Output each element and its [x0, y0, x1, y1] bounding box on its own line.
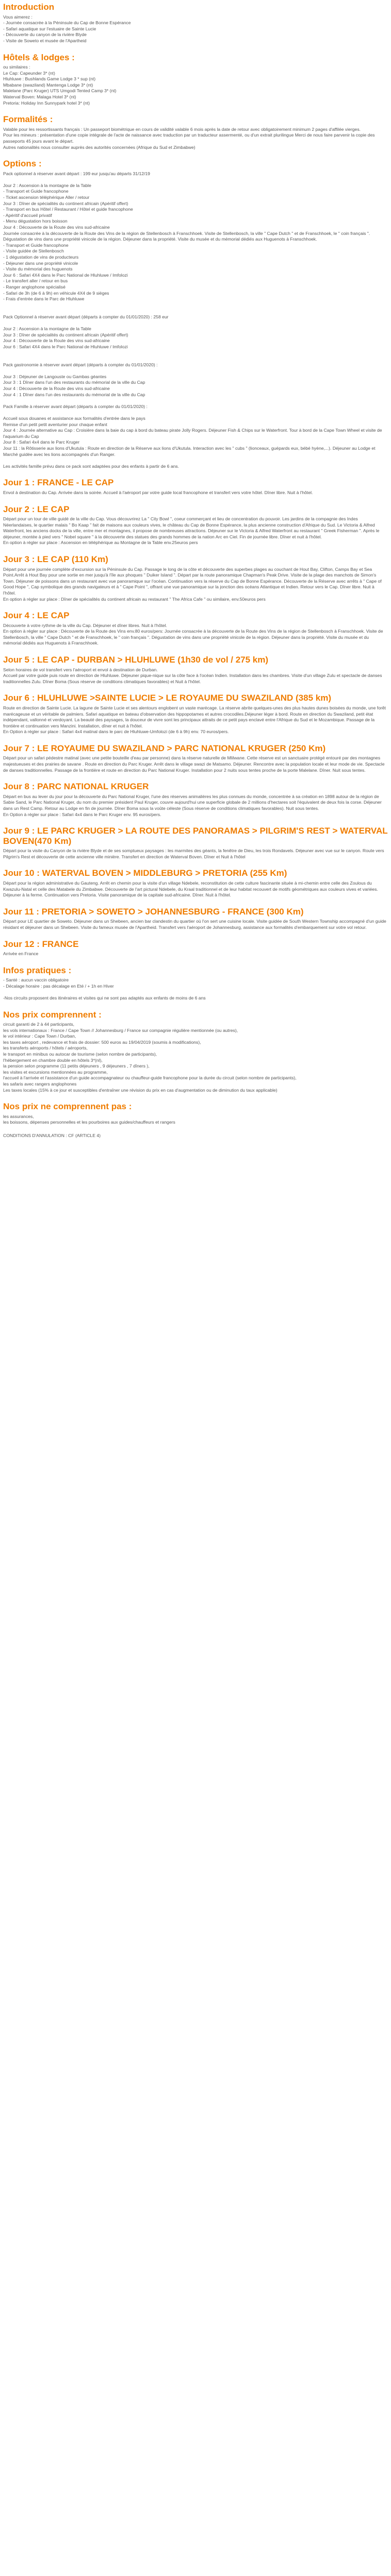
section-line: Départ en bus au lever du jour pour la découverte du Parc National Kruger, l'une des réserves animalières les plus connues du monde, concentrée à sa création en 1898 autour de la région de Sabie Sand, le Parc National Kruger, du nom du premier président Paul Kruger, couvre aujourd'hui une superficie globale de 2 millions d'hectares soit l'équivalent de deux fois la corse. Déjeuner dans un Rest Camp. Retour au Lodge en fin de journée. Dîner Boma sous la voûte céleste (Sous réserve de conditions climatiques favorables). Nuit sous tentes. [3, 793, 382, 811]
section-line: les visites et excursions mentionnées au programme, [3, 1069, 108, 1075]
section-line [3, 368, 388, 374]
section-line: Accueil par votre guide puis route en direction de Hluhluwe. Déjeuner pique-nique sur la côte face à l'océan Indien. Installation dans les chambres. Visite d'un village Zulu et spectacle de danses traditionnelles Zulu. Dîner Boma (Sous réserve de conditions climatiques favorables) et Nuit à l'hôtel. [3, 673, 382, 684]
section-line: Jour 3 : Déjeuner de Langouste ou Gambas géantes [3, 374, 107, 379]
section-line: Départ pour la visite du Canyon de la rivière Blyde et de ses somptueux paysages : les marmites des géants, la fenêtre de Dieu, les trois Rondavels. Déjeuner avec vue sur le canyon. Route vers Pilgrim's Rest et découverte de cette ancienne ville minière. Transfert en direction de Waterval Boven. Dîner et Nuit à l'hôtel [3, 848, 384, 859]
section-line: - Transport et Guide francophone [3, 189, 69, 194]
section-line: Jour 6 : Safari 4X4 dans le Parc National de Hluhluwe / Imfolozi [3, 272, 128, 278]
section-line [3, 989, 388, 995]
section-title: Infos pratiques : [3, 965, 72, 975]
cancellation-footer: CONDITIONS D'ANNULATION : CF (ARTICLE 4) [3, 1132, 101, 1138]
section-title: Jour 5 : LE CAP - DURBAN > HLUHLUWE (1h30 de vol / 275 km) [3, 655, 269, 665]
section-line: Autres nationalités nous consulter auprès des autorités concernées (Afrique du Sud et Zimbabwe) [3, 144, 196, 150]
section-line: les transferts aéroports / hôtels / aéroports, [3, 1045, 88, 1051]
section-line: Le Cap: Capeunder 3* (nt) [3, 70, 55, 76]
section-title: Jour 1 : FRANCE - LE CAP [3, 478, 114, 488]
section-line [3, 457, 388, 464]
section-line: - Ranger anglophone spécialisé [3, 284, 66, 290]
circuit-document [0, 0, 391, 1154]
section-line: Jour 3 : Dîner de spécialités du continent africain (Apéritif offert) [3, 200, 128, 206]
section-line: Jour 6 : Safari 4X4 dans le Parc National de Hluhluwe / Imfolozi [3, 344, 128, 349]
section-title: Jour 2 : LE CAP [3, 504, 70, 514]
section-line: Les activités famille prévu dans ce pack sont adaptées pour des enfants à partir de 6 ans. [3, 463, 180, 469]
section-title: Jour 6 : HLUHLUWE >SAINTE LUCIE > LE ROYAUME DU SWAZILAND (385 km) [3, 693, 331, 703]
section-line: Accueil sous douanes et assistance aux formalités d'entrée dans le pays [3, 416, 145, 421]
section-line: le transport en minibus ou autocar de tourisme (selon nombre de participants), [3, 1052, 157, 1057]
section-line: l'hébergement en chambre double en hôtels 3*(nl), [3, 1057, 103, 1063]
section-line [3, 308, 388, 314]
section-line: Les taxes locales (15% à ce jour et susceptibles d'entraîner une révision du prix en cas d'augmentation ou de diminution du taux applicable) [3, 1087, 278, 1093]
section-title: Nos prix comprennent : [3, 1009, 102, 1020]
section-line: Pack gastronomie à réserver avant départ (départs à compter du 01/01/2020) : [3, 362, 158, 367]
section-line: Waterval Boven: Malaga Hotel 3* (nt) [3, 94, 76, 100]
section-title: Introduction [3, 2, 55, 12]
section-line: les safaris avec rangers anglophones [3, 1081, 77, 1087]
section-line: - Visite guidée de Stellenbosch [3, 248, 64, 254]
section-line: - Le transfert aller / retour en bus [3, 278, 68, 284]
section-line [3, 356, 388, 362]
section-line: Jour 2 : Ascension à la montagne de la Table [3, 182, 91, 188]
section-line: Valable pour les ressortissants français : Un passeport biométrique en cours de validité valable 6 mois après la date de retour avec obligatoirement minimum 2 pages d'affilée vierges. [3, 126, 361, 132]
section-title: Jour 4 : LE CAP [3, 611, 70, 621]
section-line: Départ pour la région administrative du Gauteng. Arrêt en chemin pour la visite d'un village Ndebele, reconstitution de cette culture fascinante située à mi-chemin entre celle des Zoulous du Kwazulu-Natal et celle des Matabele du Zimbabwe. Découverte de l'art pictural Ndebele, du Kraal traditionnel et de leur habitat recouvert de motifs géométriques aux couleurs vives et variées. Déjeuner à la ferme. Continuation vers Pretoria. Visite panoramique de la capitale sud-africaine. Dîner. Nuit à l'hôtel. [3, 880, 378, 898]
section-line: - Journée consacrée à la Péninsule du Cap de Bonne Espérance [3, 20, 131, 26]
section-line [3, 302, 388, 309]
section-title: Jour 7 : LE ROYAUME DU SWAZILAND > PARC NATIONAL KRUGER (250 Km) [3, 743, 326, 753]
section-line: - Ticket ascension téléphérique Aller / retour [3, 195, 90, 200]
section-line: - Safari aquatique sur l'estuaire de Sainte Lucie [3, 26, 96, 31]
section-line: En Option à régler sur place : Safari 4x4 matinal dans le parc de Hluhluwe-Umfolozi (de 6 à 9h) env. 70 euros/pers. [3, 729, 229, 735]
section-line: Malelane (Parc Kruger) UTS Umgodi Tented Camp 3* (nt) [3, 88, 117, 94]
section-line: Jour 2 : Ascension à la montagne de la Table [3, 326, 91, 332]
section-line: - Menu dégustation hors boisson [3, 218, 68, 224]
section-line: -Nos circuits proposent des itinéraires et visites qui ne sont pas adaptés aux enfants de moins de 6 ans [3, 995, 206, 1001]
section-line: Jour 8 : Safari 4x4 dans le Parc Kruger [3, 439, 80, 445]
section-line: - Frais d'entrée dans le Parc de Hluhluwe [3, 296, 85, 302]
section-title: Options : [3, 159, 42, 169]
section-line [3, 177, 388, 183]
section-line: les taxes aéroport , redevance et frais de dossier: 500 euros au 19/04/2019 (soumis à modifications), [3, 1039, 201, 1045]
section-line: la pension selon programme (11 petits déjeuners , 9 déjeuners , 7 dîners ), [3, 1063, 150, 1069]
section-line: En option à régler sur place : Dîner de spécialités du continent africain au restaurant " The Africa Cafe " ou similaire, env.50euros pers [3, 596, 266, 602]
section-line: Pack Optionnel à réserver avant départ (départs à compter du 01/01/2020) : 258 eur [3, 314, 169, 319]
section-title: Jour 10 : WATERVAL BOVEN > MIDDLEBURG > PRETORIA (255 Km) [3, 868, 287, 878]
section-line: Selon horaires de vol transfert vers l'aéroport et envol à destination de Durban. [3, 667, 158, 672]
section-line: les boissons, dépenses personnelles et les pourboires aux guides/chauffeurs et rangers [3, 1120, 175, 1125]
section-title: Formalités : [3, 114, 53, 125]
section-title: Jour 12 : FRANCE [3, 939, 79, 949]
section-line [3, 350, 388, 357]
section-line: - 1 dégustation de vins de producteurs [3, 255, 79, 260]
section-line: Jour 4 : 1 Dîner dans l'un des restaurants du mémorial de la ville du Cap [3, 392, 145, 397]
section-title: Jour 11 : PRETORIA > SOWETO > JOHANNESBURG - FRANCE (300 Km) [3, 906, 304, 917]
section-line: Remise d'un petit petit aventurier pour chaque enfant [3, 421, 107, 427]
section-line: Découverte à votre rythme de la ville du Cap. Déjeuner et dîner libres. Nuit à l'hôtel. [3, 622, 167, 628]
section-line: Départ pour un tour de ville guidé de la ville du Cap. Vous découvrirez La " City Bowl ", coeur commerçant et lieu de concentration du pouvoir. Les jardins de la compagnie des Indes Néerlandaises, le quartier malais " Bo Kaap " fait de maisons aux couleurs vives, le château du Cap de Bonne Espérance, la plus ancienne construction d'Afrique du Sud. Le Victoria & Alfred Waterfront, les anciens docks de la ville, entre mer et montagnes, il propose de nombreuses attractions. Déjeuner sur le Victoria & Alfred Waterfront au restaurant " Greek Fisherman ". Après le déjeuner, montée à pied vers " Nobel square " à la découverte des statues des grands hommes de la nation Arc en Ciel. Fin de journée libre. Dîner et nuit à l'hôtel. [3, 516, 380, 539]
section-line: En option à régler sur place : Découverte de la Route des Vins env.80 euros/pers: Journée consacrée à la découverte de la Route des Vins de la région de Stellenbosch à Franschhoek. Visite de Stellenbosch, la ville " Cape Dutch " et de Franschhoek, le " coin français ". Dégustation de vins dans une propriété vinicole de la région. Déjeuner dans la propriété. Visite du musée et du mémorial dédiés aux Huguenots à Franschhoek. [3, 629, 383, 646]
section-line: - Découverte du canyon de la rivière Blyde [3, 32, 87, 38]
section-line: Jour 4 : Journée alternative au Cap : Croisière dans la baie du cap à bord du bateau pirate Jolly Rogers. Déjeuner Fish & Chips sur le Waterfront. Tour à bord de la Cape Town Wheel et visite de l'aquarium du Cap [3, 428, 382, 439]
section-line: les assurances, [3, 1113, 34, 1119]
section-line: Route en direction de Sainte Lucie. La lagune de Sainte Lucie et ses alentours englobent un vaste marécage. La réserve abrite quelques-unes des plus hautes dunes boisées du monde, une forêt marécageuse et un véritable de palmiers. Safari aquatique en bateau d'observation des hippopotames et autres crocodiles.Déjeuner léger à bord. Route en direction du Swaziland, petit état indépendant, vallonné et verdoyant. La beauté des paysages, la douceur de vivre sont les principaux attraits de ce petit pays enclavé entre l'Afrique du Sud et le Mozambique. Passage de la frontière et continuation vers Manzini. Installation, dîner et nuit à l'hôtel. [3, 705, 386, 728]
section-line: - Transport en bus Hôtel / Restaurant / Hôtel et guide francophone [3, 207, 133, 212]
section-line: Jour 3 : Dîner de spécialités du continent africain (Apéritif offert) [3, 332, 128, 337]
section-line: Jour 4 : Découverte de la Route des vins sud-africaine [3, 338, 110, 344]
section-line: - Visite de Soweto et musée de l'Apartheid [3, 38, 87, 43]
section-title: Jour 9 : LE PARC KRUGER > LA ROUTE DES PANORAMAS > PILGRIM'S REST > WATERVAL BOVEN(470 Km) [3, 826, 388, 846]
section-line: Jour 11 : la Rôtisserie aux lions d'Ukutula : Route en direction de la Réserve aux lions d'Ukutula. Interaction avec les " cubs " (lionceaux, guépards eux, bébé hyène,...). Déjeuner au Lodge et Marché guidée avec les lions accompagnés d'un Ranger. [3, 446, 376, 457]
section-line: ou similaires : [3, 64, 30, 70]
section-line: - Apéritif d'accueil privatif [3, 212, 52, 218]
section-line: le vol intérieur : Cape Town / Durban, [3, 1033, 76, 1039]
section-line: Pretoria: Holiday Inn Sunnypark hotel 3* (nt) [3, 100, 90, 106]
section-line [3, 398, 388, 404]
section-line: En Option à régler sur place : Safari 4x4 dans le Parc Kruger env. 95 euros/pers. [3, 811, 161, 817]
section-line: Mbabane (swaziland) Mantenga Lodge 3* (nt) [3, 82, 93, 88]
section-line: l'accueil à l'arrivée et l'assistance d'un guide accompagnateur ou chauffeur-guide francophone pour la durée du circuit (selon nombre de participants), [3, 1075, 297, 1081]
section-line: - Transport et Guide francophone [3, 242, 69, 248]
section-line: - Décalage horaire : pas décalage en Eté / + 1h en Hiver [3, 983, 114, 989]
section-line [3, 320, 388, 327]
section-title: Jour 8 : PARC NATIONAL KRUGER [3, 782, 149, 792]
section-line: Départ pour une journée complète d'excursion sur la Péninsule du Cap. Passage le long de la côte et découverte des superbes plages au couchant de Hout Bay, Clifton, Camps Bay et Sea Point.Arrêt à Hout Bay pour une sortie en mer jusqu'à l'île aux phoques " Duiker Island ". Départ par la route panoramique Chapman's Peak Drive. Visite de la plage des manchots de Simon's Town. Déjeuner de poissons dans un restaurant avec vue panoramique sur l'océan. Continuation vers la réserve du Cap de Bonne Espérance. Découverte de la Réserve avec arrêts à " Cape of Good Hope ", Cap symbolique des grands navigateurs et à " Cape Point ", offrant une vue panoramique sur la jonction des océans Atlantique et Indien. Retour vers le Cap. Dîner libre. Nuit à l'hôtel. [3, 566, 382, 596]
section-line: Jour 4 : Découverte de la Route des vins sud-africaine [3, 225, 110, 230]
section-line: Journée consacrée à la découverte de la Route des Vins de la région de Stellenbosch à Franschhoek. Visite de Stellenbosch, la ville " Cape Dutch " et de Franschhoek, le " coin français ". Dégustation de vins dans une propriété vinicole de la région. Déjeuner dans la propriété. Visite du musée et du mémorial dédiés aux Huguenots à Franschhoek. [3, 230, 370, 242]
section-line: Jour 4 : Découverte de la Route des vins sud-africaine [3, 386, 110, 392]
section-line: Jour 3 : 1 Dîner dans l'un des restaurants du mémorial de la ville du Cap [3, 380, 145, 385]
section-title: Jour 3 : LE CAP (110 Km) [3, 554, 108, 565]
section-line: les vols internationaux : France / Cape Town // Johannesburg / France sur compagnie régulière mentionnée (ou autres), [3, 1027, 238, 1033]
section-line: Arrivée en France [3, 951, 39, 957]
section-line: Départ pour un safari pédestre matinal (avec une petite bouteille d'eau par personne) dans la réserve naturelle de Mlilwane. Cette réserve est un sanctuaire protégé entouré par des montagnes majestueuses et des prairies de savane . Route en direction du Parc Kruger. Arrêt dans le village swazi de Matsamo. Déjeuner. Rencontre avec la population locale et leur mode de vie. Spectacle de danses traditionnelles. Passage de la frontière et route en direction du Parc National Kruger. Installation pour 2 nuits sous tentes proche de la porte Malelane. Dîner. Nuit sous tentes. [3, 755, 385, 773]
section-line: En option à régler sur place : Ascension en téléphérique au Montagne de la Table env.25euros pers [3, 540, 198, 546]
section-line: Vous aimerez : [3, 14, 32, 20]
section-title: Hôtels & lodges : [3, 52, 75, 62]
section-title: Nos prix ne comprennent pas : [3, 1101, 132, 1112]
section-line: Hluhluwe : Bushlands Game Lodge 3 * sup (nt) [3, 76, 96, 82]
section-line: - Santé : aucun vaccin obligatoire [3, 977, 69, 983]
section-line: Départ pour LE quartier de Soweto. Déjeuner dans un Shebeen, ancien bar clandestin du quartier où l'on sert une cuisine locale. Visite guidée de South Western Township accompagné d'un guide résidant et déjeuner dans un Shebeen. Visite du fameux musée de l'Apartheid. Transfert vers l'aéroport de Johannesburg, assistance aux formalités d'embarquement sur votre vol retour. [3, 919, 386, 930]
section-line: - Visite du mémorial des huguenots [3, 266, 73, 272]
section-line: Pack Famille à réserver avant départ (départs à compter du 01/01/2020) : [3, 403, 148, 409]
section-line: - Safari de 3h (de 6 à 9h) en véhicule 4X4 de 9 sièges [3, 290, 109, 296]
section-line: Pack optionnel à réserver avant départ : 199 eur jusqu'au départs 31/12/19 [3, 171, 150, 176]
section-line [3, 410, 388, 416]
section-line: Envol à destination du Cap. Arrivée dans la soirée. Accueil à l'aéroport par votre guide local francophone et transfert vers votre hôtel. Dîner libre. Nuit à l'hôtel. [3, 489, 313, 495]
section-line: Pour les mineurs : présentation d'une copie intégrale de l'acte de naissance avec traduction par un traducteur assermenté, ou d'un extrait plurilingue Merci de nous faire parvenir la copie des passeports 45 jours avant le départ. [3, 132, 375, 144]
section-line: - Déjeuner dans une propriété vinicole [3, 260, 78, 266]
section-line: circuit garanti de 2 à 44 participants, [3, 1022, 75, 1027]
